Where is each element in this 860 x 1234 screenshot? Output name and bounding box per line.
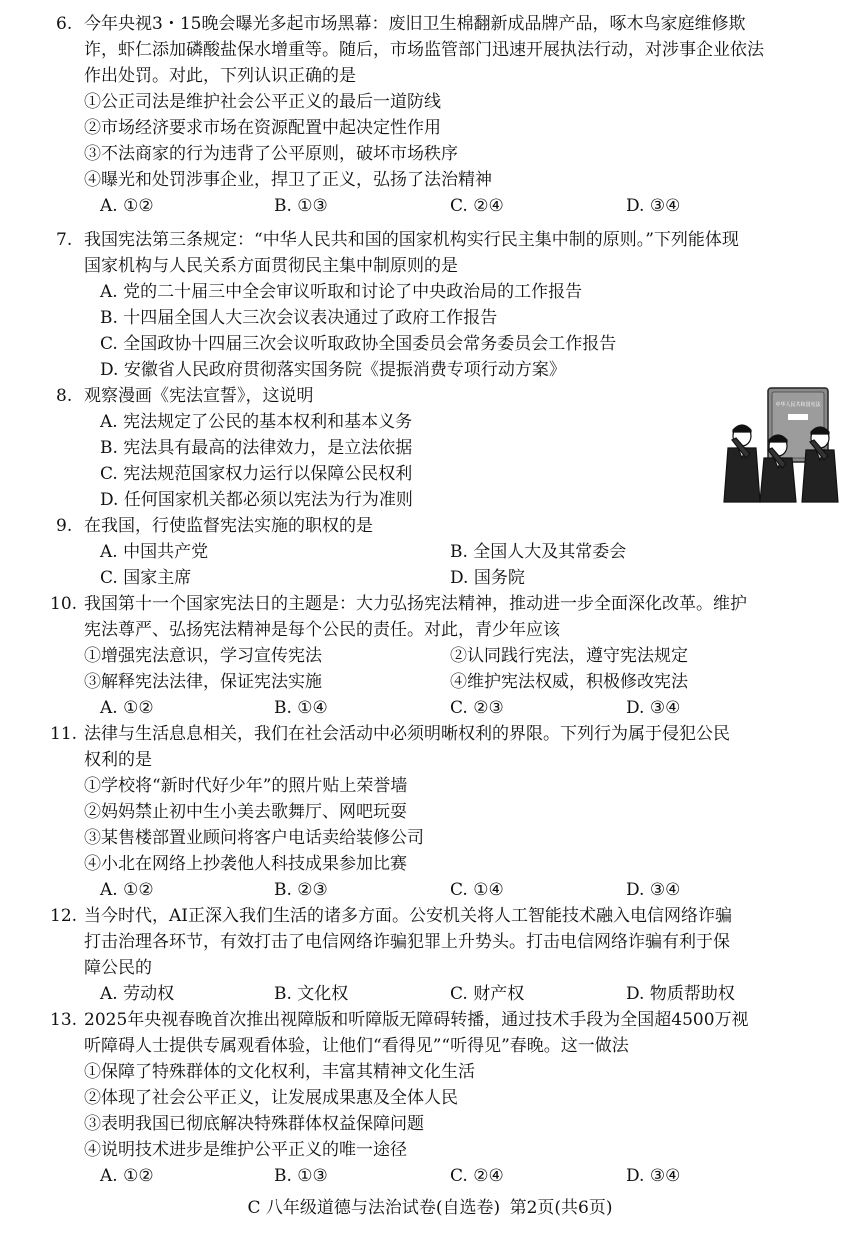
option-c: C. 宪法规范国家权力运行以保障公民权利: [100, 464, 413, 484]
question-number: 12.: [50, 906, 78, 926]
statement: ④说明技术进步是维护公平正义的唯一途径: [84, 1140, 407, 1160]
option-c: C. ②④: [450, 1166, 504, 1186]
option-d: D. 安徽省人民政府贯彻落实国务院《提振消费专项行动方案》: [100, 360, 566, 380]
option-a: A. 宪法规定了公民的基本权利和基本义务: [100, 412, 413, 432]
option-d: D. ③④: [626, 698, 681, 718]
option-a: A. ①②: [100, 1166, 154, 1186]
question-number: 7.: [56, 230, 73, 250]
option-d: D. 任何国家机关都必须以宪法为行为准则: [100, 490, 413, 510]
statement: ①增强宪法意识，学习宣传宪法: [84, 646, 322, 666]
statement: ③不法商家的行为违背了公平原则，破坏市场秩序: [84, 144, 458, 164]
question-number: 13.: [50, 1010, 78, 1030]
option-a: A. 劳动权: [100, 984, 175, 1004]
option-c: C. 财产权: [450, 984, 525, 1004]
stem-line: 当今时代，AI正深入我们生活的诸多方面。公安机关将人工智能技术融入电信网络诈骗: [84, 906, 732, 926]
statement: ①学校将“新时代好少年”的照片贴上荣誉墙: [84, 776, 408, 796]
stem-line: 障公民的: [84, 958, 152, 978]
statement: ②市场经济要求市场在资源配置中起决定性作用: [84, 118, 441, 138]
footer-paper-title: C 八年级道德与法治试卷(自选卷): [247, 1198, 501, 1218]
statement: ④曝光和处罚涉事企业，捍卫了正义，弘扬了法治精神: [84, 170, 492, 190]
option-b: B. ①③: [274, 1166, 328, 1186]
footer-page-number: 第2页(共6页): [509, 1198, 613, 1218]
stem-line: 打击治理各环节，有效打击了电信网络诈骗犯罪上升势头。打击电信网络诈骗有利于保: [84, 932, 730, 952]
constitution-oath-cartoon: [722, 384, 844, 504]
page-footer: [0, 1196, 860, 1221]
stem-line: 2025年央视春晚首次推出视障版和听障版无障碍转播，通过技术手段为全国超4500万视: [84, 1010, 749, 1030]
option-c: C. ②③: [450, 698, 504, 718]
stem-line: 国家机构与人民关系方面贯彻民主集中制原则的是: [84, 256, 458, 276]
option-a: A. ①②: [100, 196, 154, 216]
statement: ②认同践行宪法，遵守宪法规定: [450, 646, 688, 666]
question-number: 11.: [50, 724, 78, 744]
stem-line: 宪法尊严、弘扬宪法精神是每个公民的责任。对此，青少年应该: [84, 620, 560, 640]
option-b: B. ②③: [274, 880, 328, 900]
statement: ④小北在网络上抄袭他人科技成果参加比赛: [84, 854, 407, 874]
book-title: 中华人民共和国宪法: [775, 402, 821, 408]
option-b: B. 文化权: [274, 984, 349, 1004]
option-c: C. ②④: [450, 196, 504, 216]
stem-line: 诈，虾仁添加磷酸盐保水增重等。随后，市场监管部门迅速开展执法行动，对涉事企业依法: [84, 40, 764, 60]
statement: ②妈妈禁止初中生小美去歌舞厅、网吧玩耍: [84, 802, 407, 822]
question-number: 8.: [56, 386, 73, 406]
statement: ④维护宪法权威，积极修改宪法: [450, 672, 688, 692]
person-left-icon: [724, 425, 760, 502]
stem-line: 我国宪法第三条规定：“中华人民共和国的国家机构实行民主集中制的原则。”下列能体现: [84, 230, 739, 250]
stem-line: 在我国，行使监督宪法实施的职权的是: [84, 516, 373, 536]
option-b: B. ①④: [274, 698, 328, 718]
option-d: D. 国务院: [450, 568, 525, 588]
statement: ③表明我国已彻底解决特殊群体权益保障问题: [84, 1114, 424, 1134]
option-d: D. 物质帮助权: [626, 984, 735, 1004]
option-b: B. 宪法具有最高的法律效力，是立法依据: [100, 438, 413, 458]
stem-line: 观察漫画《宪法宣誓》，这说明: [84, 386, 314, 406]
option-b: B. 十四届全国人大三次会议表决通过了政府工作报告: [100, 308, 498, 328]
question-number: 10.: [50, 594, 78, 614]
statement: ③解释宪法法律，保证宪法实施: [84, 672, 322, 692]
option-c: C. 国家主席: [100, 568, 192, 588]
statement: ②体现了社会公平正义，让发展成果惠及全体人民: [84, 1088, 458, 1108]
stem-line: 今年央视3・15晚会曝光多起市场黑幕：废旧卫生棉翻新成品牌产品，啄木鸟家庭维修欺: [84, 14, 746, 34]
option-d: D. ③④: [626, 880, 681, 900]
statement: ③某售楼部置业顾问将客户电话卖给装修公司: [84, 828, 424, 848]
option-a: A. ①②: [100, 880, 154, 900]
option-a: A. 中国共产党: [100, 542, 209, 562]
option-d: D. ③④: [626, 1166, 681, 1186]
stem-line: 我国第十一个国家宪法日的主题是：大力弘扬宪法精神，推动进一步全面深化改革。维护: [84, 594, 747, 614]
question-number: 6.: [56, 14, 73, 34]
statement: ①保障了特殊群体的文化权利，丰富其精神文化生活: [84, 1062, 475, 1082]
stem-line: 法律与生活息息相关，我们在社会活动中必须明晰权利的界限。下列行为属于侵犯公民: [84, 724, 730, 744]
stem-line: 权利的是: [84, 750, 152, 770]
option-c: C. ①④: [450, 880, 504, 900]
option-d: D. ③④: [626, 196, 681, 216]
question-number: 9.: [56, 516, 73, 536]
option-a: A. ①②: [100, 698, 154, 718]
option-c: C. 全国政协十四届三次会议听取政协全国委员会常务委员会工作报告: [100, 334, 617, 354]
stem-line: 作出处罚。对此，下列认识正确的是: [84, 66, 356, 86]
option-b: B. 全国人大及其常委会: [450, 542, 627, 562]
option-b: B. ①③: [274, 196, 328, 216]
option-a: A. 党的二十届三中全会审议听取和讨论了中央政治局的工作报告: [100, 282, 583, 302]
statement: ①公正司法是维护社会公平正义的最后一道防线: [84, 92, 441, 112]
stem-line: 听障碍人士提供专属观看体验，让他们“看得见”“听得见”春晚。这一做法: [84, 1036, 629, 1056]
